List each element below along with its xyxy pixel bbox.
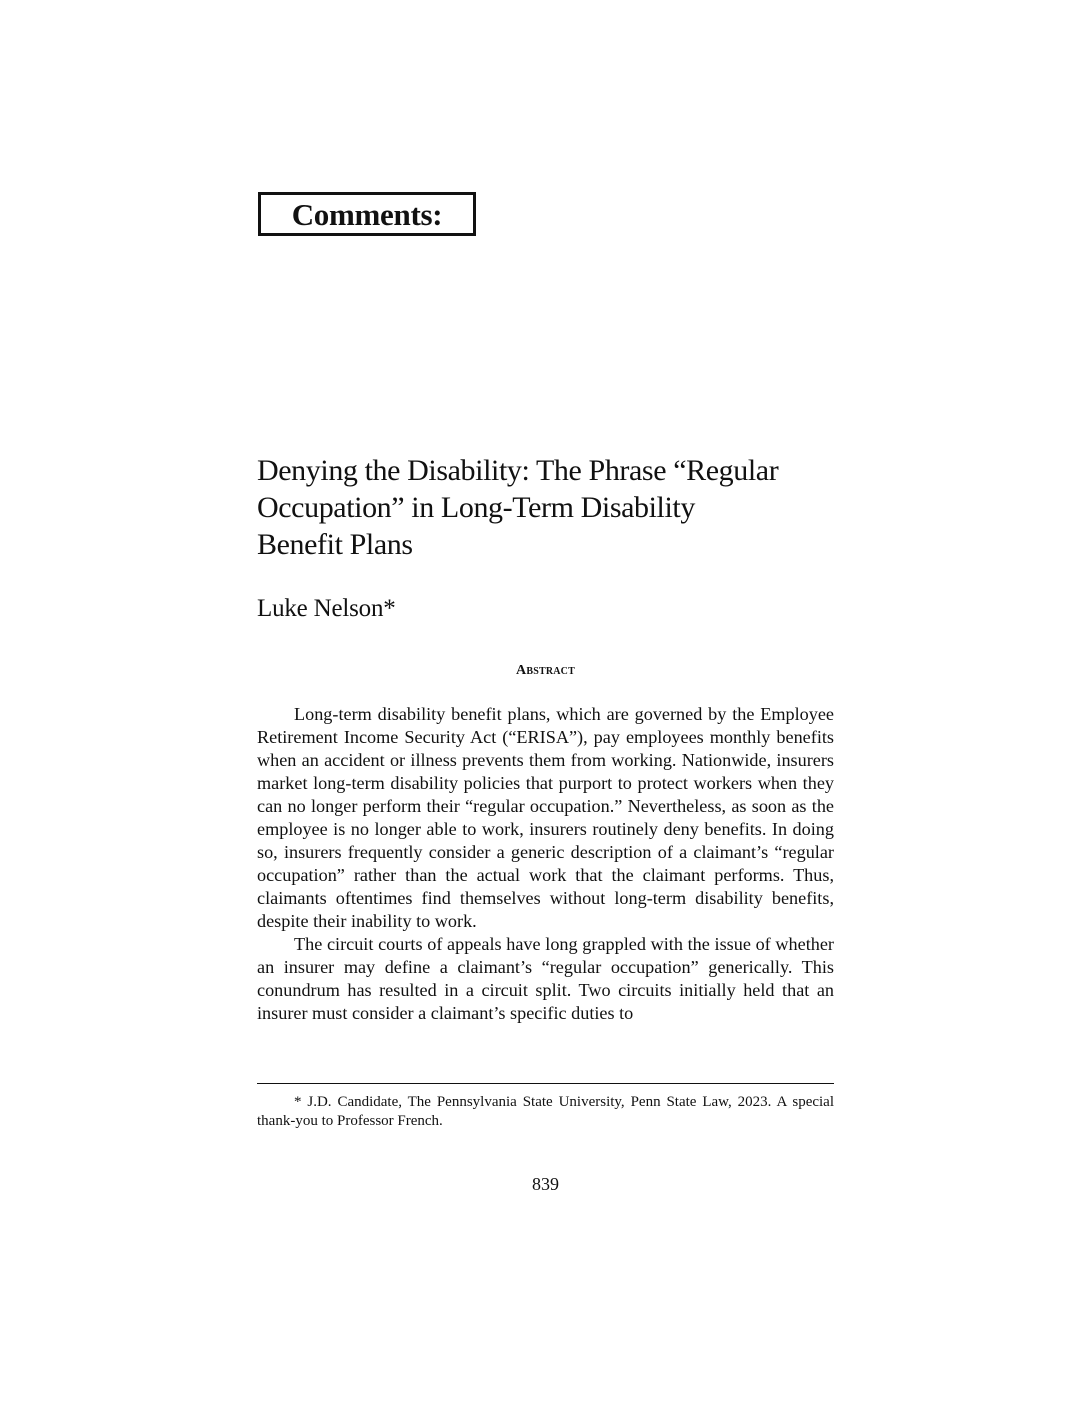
footnote-divider bbox=[257, 1083, 834, 1084]
section-label: Comments: bbox=[291, 196, 443, 232]
article-author: Luke Nelson* bbox=[257, 595, 396, 622]
abstract-body bbox=[257, 703, 834, 1025]
author-footnote: * J.D. Candidate, The Pennsylvania State University, Penn State Law, 2023. A special thank-you to Professor French. bbox=[257, 1094, 834, 1129]
page-number: 839 bbox=[532, 1174, 559, 1194]
article-title-line: Benefit Plans bbox=[257, 528, 413, 561]
abstract-heading: Abstract bbox=[516, 663, 575, 678]
abstract-paragraph: The circuit courts of appeals have long grappled with the issue of whether an insurer may define a claimant’s “regular occupation” generically. This conundrum has resulted in a circuit split. Two circuits initially held that an insurer must consider a claimant’s specific duties to bbox=[257, 934, 834, 1023]
article-title bbox=[257, 452, 857, 563]
article-title-line: Occupation” in Long-Term Disability bbox=[257, 491, 695, 524]
abstract-paragraph: Long-term disability benefit plans, which are governed by the Employee Retirement Income Security Act (“ERISA”), pay employees monthly benefits when an accident or illness prevents them from working. Nationwide, insurers market long-term disability policies that purport to protect workers when they can no longer perform their “regular occupation.” Nevertheless, as soon as the employee is no longer able to work, insurers routinely deny benefits. In doing so, insurers frequently consider a generic description of a claimant’s “regular occupation” rather than the actual work that the claimant performs. Thus, claimants oftentimes find themselves without long-term disability benefits, despite their inability to work. bbox=[257, 704, 834, 931]
section-label-box bbox=[258, 192, 476, 236]
article-title-line: Denying the Disability: The Phrase “Regular bbox=[257, 454, 779, 487]
